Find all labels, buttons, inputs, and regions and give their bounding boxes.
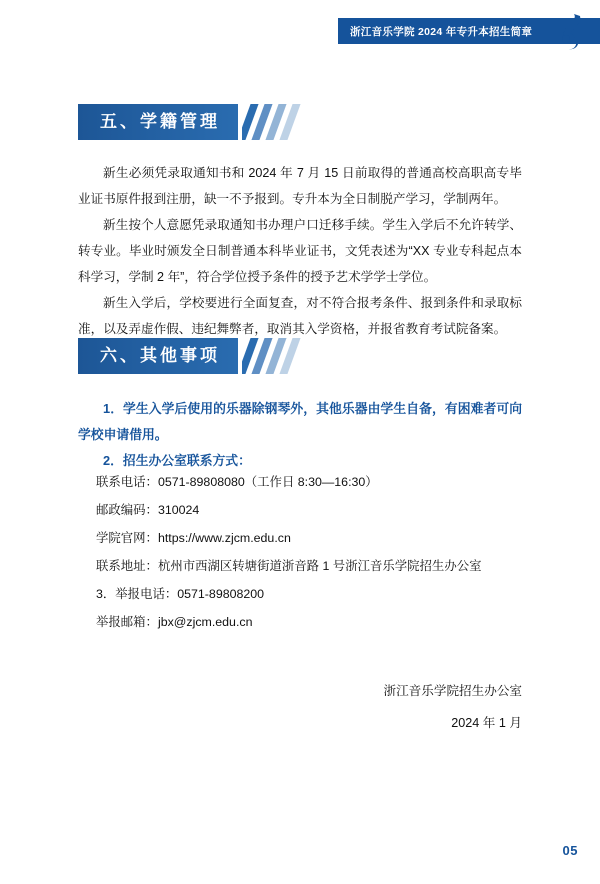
decorative-slashes-icon: [242, 104, 312, 140]
header-title-text: 浙江音乐学院 2024 年专升本招生简章: [350, 25, 533, 38]
section-heading-five: [78, 104, 378, 140]
contact-phone: 联系电话：0571-89808080（工作日 8:30—16:30）: [96, 475, 378, 489]
paragraph-3: 新生入学后，学校要进行全面复查，对不符合报考条件、报到条件和录取标准，以及弄虚作假、违纪舞弊者，取消其入学资格，并报省教育考试院备案。: [78, 296, 522, 336]
paragraph-1: 新生必须凭录取通知书和 2024 年 7 月 15 日前取得的普通高校高职高专毕业证书原件报到注册，缺一不予报到。专升本为全日制脱产学习，学制两年。: [78, 166, 522, 206]
signature-organization: 浙江音乐学院招生办公室: [383, 684, 522, 698]
page-header: [0, 0, 600, 62]
contact-address: 联系地址：杭州市西湖区转塘街道浙音路 1 号浙江音乐学院招生办公室: [96, 559, 482, 573]
section-heading-six: [78, 338, 378, 374]
music-note-logo-icon: [550, 12, 584, 52]
other-item-2-title: 2．招生办公室联系方式：: [103, 453, 251, 468]
report-phone: 3．举报电话：0571-89808200: [96, 587, 265, 601]
paragraph-2: 新生按个人意愿凭录取通知书办理户口迁移手续。学生入学后不允许转学、转专业。毕业时颁发全日制普通本科毕业证书，文凭表述为“XX 专业专科起点本科学习，学制 2 年”，符合学位授予条件的授予艺术学学士学位。: [78, 218, 522, 284]
contact-postcode: 邮政编码：310024: [96, 503, 200, 517]
report-email[interactable]: 举报邮箱：jbx@zjcm.edu.cn: [96, 615, 253, 629]
signature-date: 2024 年 1 月: [451, 716, 522, 730]
page-number: 05: [562, 843, 578, 858]
contact-website[interactable]: 学院官网：https://www.zjcm.edu.cn: [96, 531, 291, 545]
decorative-slashes-icon: [242, 338, 312, 374]
section-heading-six-title: 六、其他事项: [100, 346, 220, 365]
other-item-1: 1．学生入学后使用的乐器除钢琴外，其他乐器由学生自备，有困难者可向学校申请借用。: [78, 401, 522, 442]
section-heading-five-title: 五、学籍管理: [100, 112, 220, 131]
